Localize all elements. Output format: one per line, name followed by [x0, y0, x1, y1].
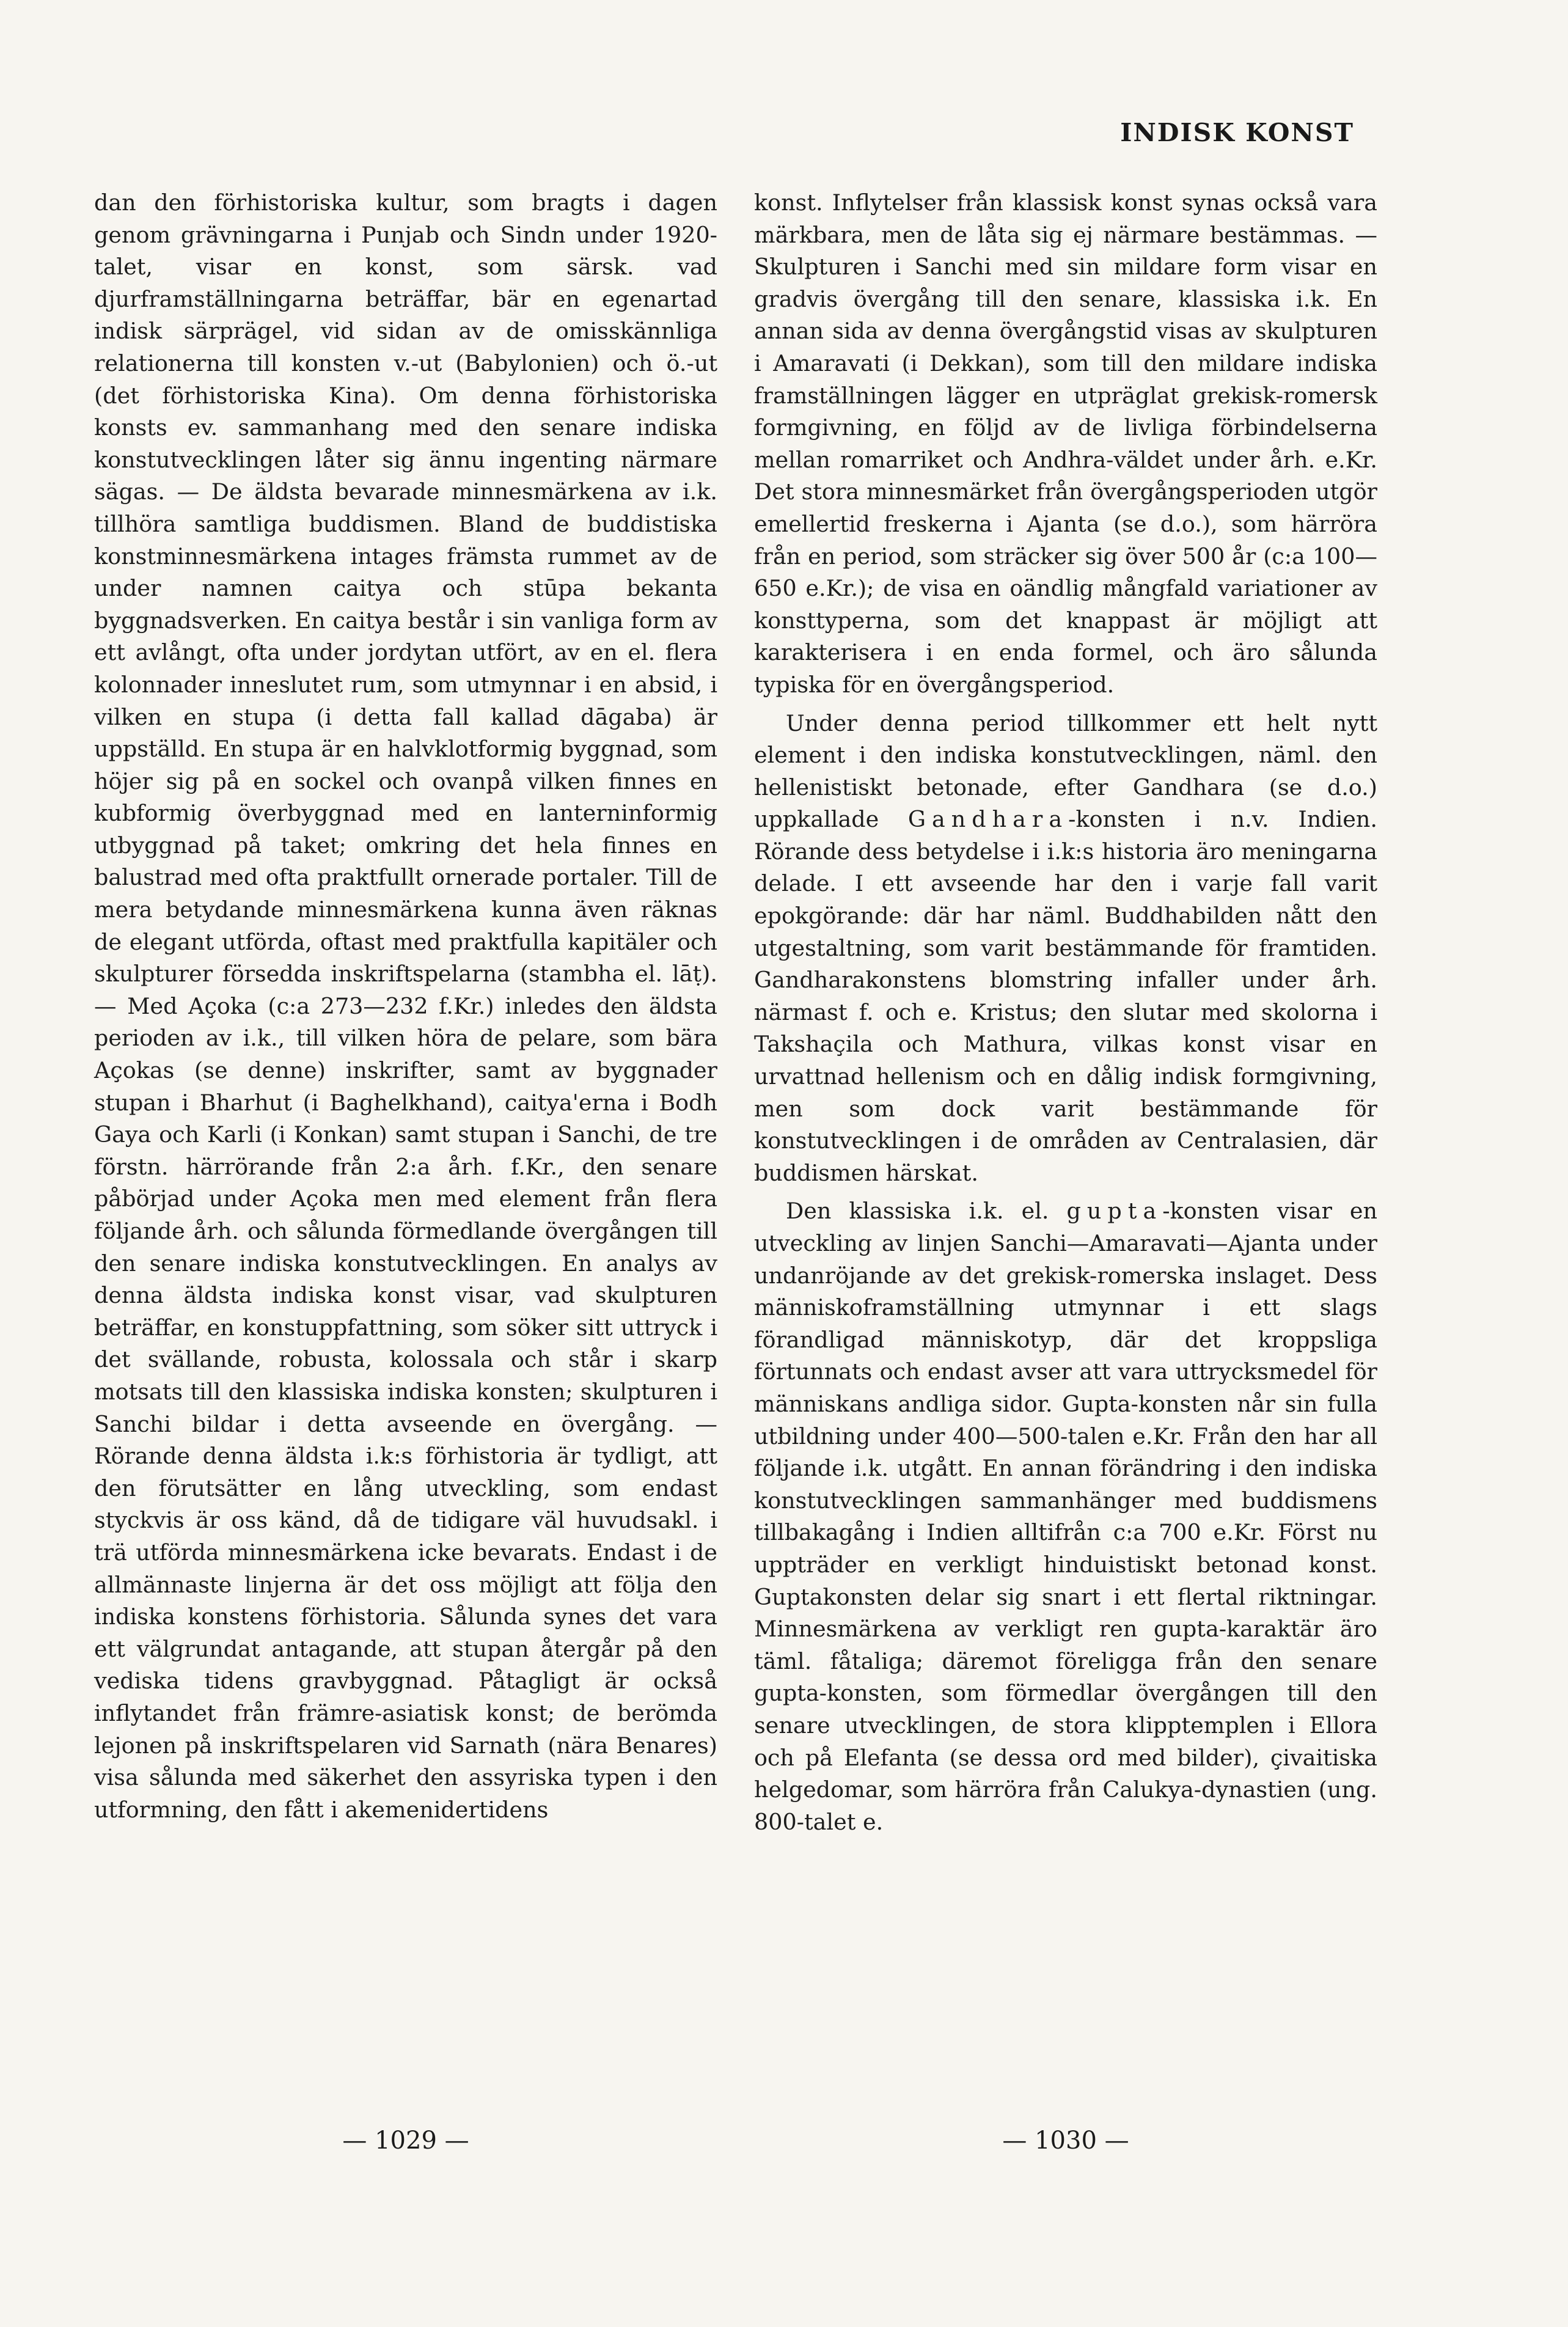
- paragraph-text-before: Under denna period tillkommer ett helt nytt element i den indiska konstutvecklingen, näml. den hellenistiskt betonade, efter Gandhara (se d.o.) uppkallade: [754, 709, 1377, 833]
- page-number-left: — 1029 —: [342, 2127, 469, 2155]
- running-head: INDISK KONST: [1120, 118, 1354, 147]
- right-column: [754, 187, 1377, 1838]
- paragraph-text-after: -konsten visar en utveckling av linjen Sanchi—Amaravati—Ajanta under undanröjande av det grekisk-romerska inslaget. Dess människoframställning utmynnar i ett slags förandligad människotyp, där det kroppsliga förtunnats och endast avser att vara uttrycksmedel för människans andliga sidor. Gupta-konsten når sin fulla utbildning under 400—500-talen e.Kr. Från den har all följande i.k. utgått. En annan förändring i den indiska konstutvecklingen sammanhänger med buddismens tillbakagång i Indien alltifrån c:a 700 e.Kr. Först nu uppträder en verkligt hinduistiskt betonad konst. Guptakonsten delar sig snart i ett flertal riktningar. Minnesmärkena av verkligt ren gupta-karaktär äro täml. fåtaliga; däremot föreligga från den senare gupta-konsten, som förmedlar övergången till den senare utvecklingen, de stora klipptemplen i Ellora och på Elefanta (se dessa ord med bilder), çivaitiska helgedomar, som härröra från Calukya-dynastien (ung. 800-talet e.: [754, 1198, 1377, 1835]
- paragraph-text-after: -konsten i n.v. Indien. Rörande dess betydelse i i.k:s historia äro meningarna delade. I ett avseende har den i varje fall varit epokgörande: där har näml. Buddhabilden nått den utgestaltning, som varit bestämmande för framtiden. Gandharakonstens blomstring infaller under årh. närmast f. och e. Kristus; den slutar med skolorna i Takshaçila och Mathura, vilkas konst visar en urvattnad hellenism och en dålig indisk formgivning, men som dock varit bestämmande för konstutvecklingen i de områden av Centralasien, där buddismen härskat.: [754, 806, 1377, 1186]
- page-number-right: — 1030 —: [1002, 2127, 1129, 2155]
- right-paragraph: [754, 708, 1377, 1190]
- right-paragraph: konst. Inflytelser från klassisk konst synas också vara märkbara, men de låta sig ej närmare bestämmas. — Skulpturen i Sanchi med sin mildare form visar en gradvis övergång till den senare, klassiska i.k. En annan sida av denna övergångstid visas av skulpturen i Amaravati (i Dekkan), som till den mildare indiska framställningen lägger en utpräglat grekisk-romersk formgivning, en följd av de livliga förbindelserna mellan romarriket och Andhra-väldet under årh. e.Kr. Det stora minnesmärket från övergångsperioden utgör emellertid freskerna i Ajanta (se d.o.), som härröra från en period, som sträcker sig över 500 år (c:a 100—650 e.Kr.); de visa en oändlig mångfald variationer av konsttyperna, som det knappast är möjligt att karakterisera i en enda formel, och äro sålunda typiska för en övergångsperiod.: [754, 189, 1377, 698]
- spaced-term: gupta: [1066, 1198, 1163, 1225]
- spaced-term: Gandhara: [907, 806, 1069, 833]
- left-paragraph: dan den förhistoriska kultur, som bragts i dagen genom grävningarna i Punjab och Sindn under 1920-talet, visar en konst, som särsk. vad djurframställningarna beträffar, bär en egenartad indisk särprägel, vid sidan av de omisskännliga relationerna till konsten v.-ut (Babylonien) och ö.-ut (det förhistoriska Kina). Om denna förhistoriska konsts ev. sammanhang med den senare indiska konstutvecklingen låter sig ännu ingenting närmare sägas. — De äldsta bevarade minnesmärkena av i.k. tillhöra samtliga buddismen. Bland de buddistiska konstminnesmärkena intages främsta rummet av de under namnen caitya och stūpa bekanta byggnadsverken. En caitya består i sin vanliga form av ett avlångt, ofta under jordytan utfört, av en el. flera kolonnader inneslutet rum, som utmynnar i en absid, i vilken en stupa (i detta fall kallad dāgaba) är uppställd. En stupa är en halvklotformig byggnad, som höjer sig på en sockel och ovanpå vilken finnes en kubformig överbyggnad med en lanterninformig utbyggnad på taket; omkring det hela finnes en balustrad med ofta praktfullt ornerade portaler. Till de mera betydande minnesmärkena kunna även räknas de elegant utförda, oftast med praktfulla kapitäler och skulpturer försedda inskriftspelarna (stambha el. lāṭ). — Med Açoka (c:a 273—232 f.Kr.) inledes den äldsta perioden av i.k., till vilken höra de pelare, som bära Açokas (se denne) inskrifter, samt av byggnader stupan i Bharhut (i Baghelkhand), caitya'erna i Bodh Gaya och Karli (i Konkan) samt stupan i Sanchi, de tre förstn. härrörande från 2:a årh. f.Kr., den senare påbörjad under Açoka men med element från flera följande årh. och sålunda förmedlande övergången till den senare indiska konstutvecklingen. En analys av denna äldsta indiska konst visar, vad skulpturen beträffar, en konstuppfattning, som söker sitt uttryck i det svällande, robusta, kolossala och står i skarp motsats till den klassiska indiska konsten; skulpturen i Sanchi bildar i detta avseende en övergång. — Rörande denna äldsta i.k:s förhistoria är tydligt, att den förutsätter en lång utveckling, som endast styckvis är oss känd, då de tidigare väl huvudsakl. i trä utförda minnesmärkena icke bevarats. Endast i de allmännaste linjerna är det oss möjligt att följa den indiska konstens förhistoria. Sålunda synes det vara ett välgrundat antagande, att stupan återgår på den vediska tidens gravbyggnad. Påtagligt är också inflytandet från främre-asiatisk konst; de berömda lejonen på inskriftspelaren vid Sarnath (nära Benares) visa sålunda med säkerhet den assyriska typen i den utformning, den fått i akemenidertidens: [94, 189, 717, 1823]
- paragraph-text-before: Den klassiska i.k. el.: [786, 1198, 1067, 1225]
- left-column: [94, 187, 717, 1826]
- right-paragraph: [754, 1195, 1377, 1838]
